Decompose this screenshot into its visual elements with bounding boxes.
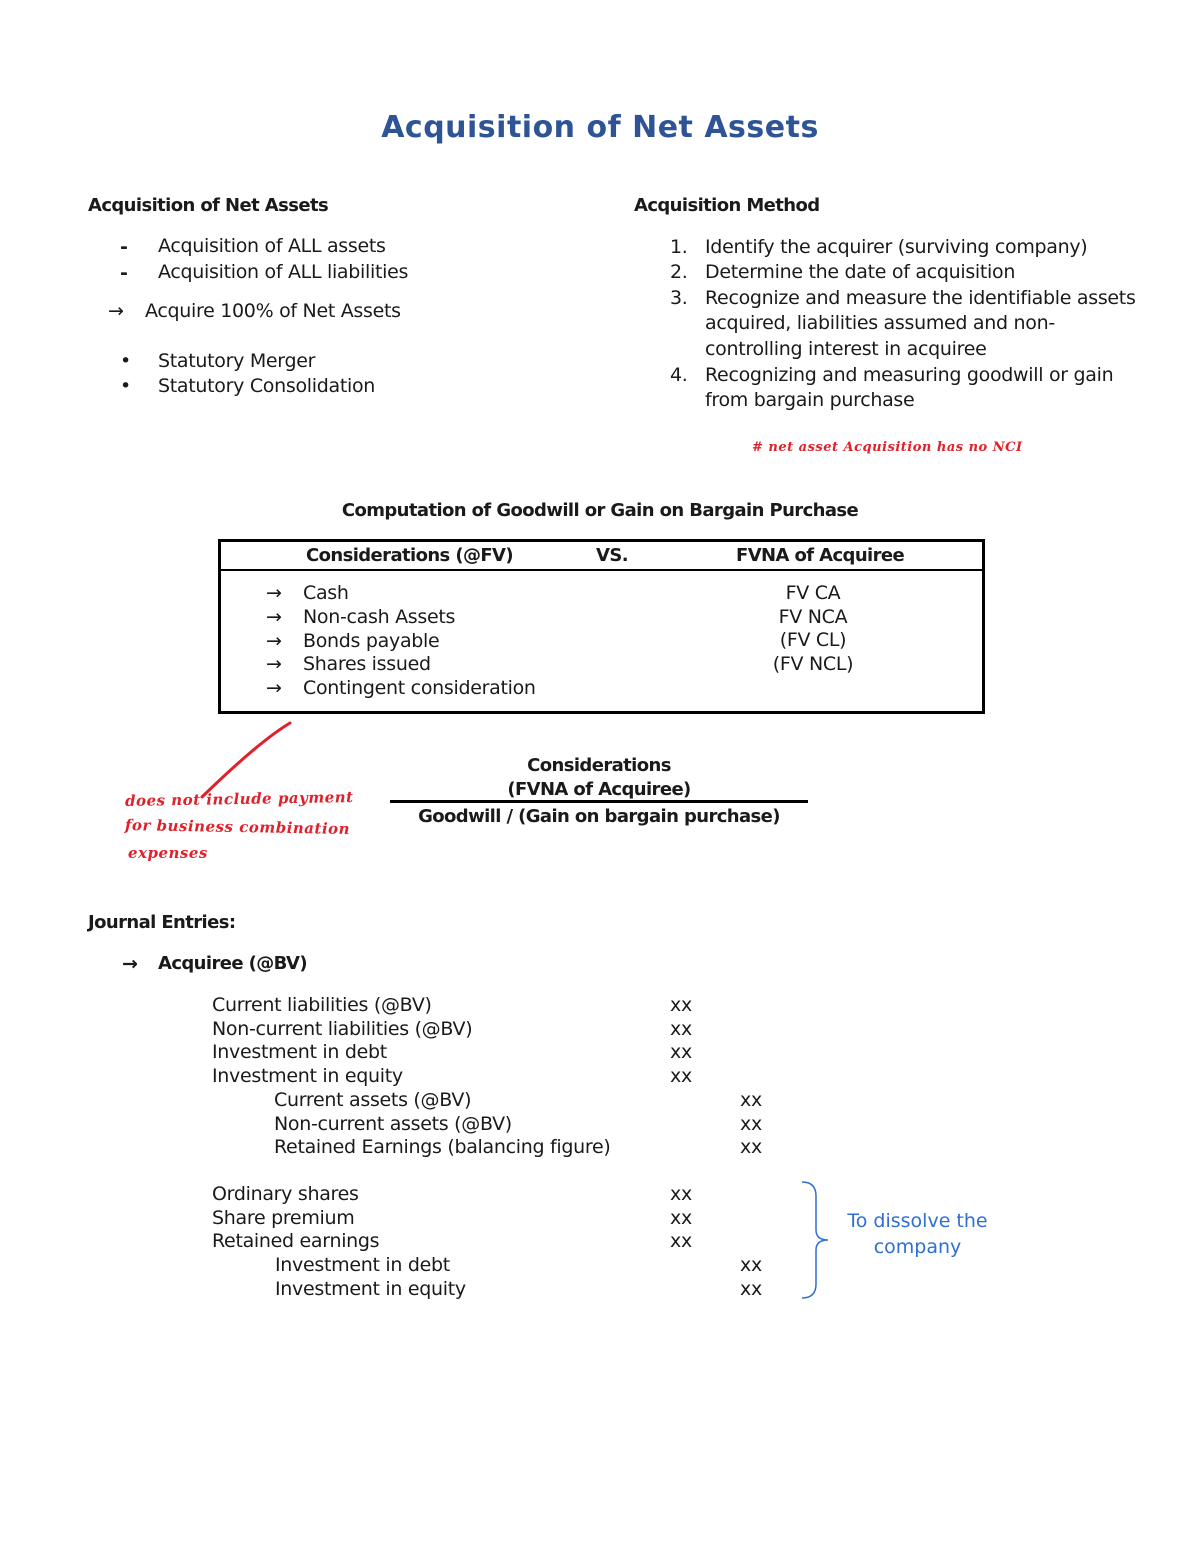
consideration-item: Cash <box>303 582 349 604</box>
credit-account: Investment in equity <box>275 1278 466 1300</box>
arrow-icon: → <box>122 953 138 975</box>
dash-bullet: - <box>120 262 128 284</box>
step-text: acquired, liabilities assumed and non- <box>705 312 1055 334</box>
table-divider <box>221 569 982 571</box>
arrow-icon: → <box>266 582 282 604</box>
credit-account: Non-current assets (@BV) <box>274 1113 512 1135</box>
col-header-considerations: Considerations (@FV) <box>306 545 514 566</box>
credit-amount: xx <box>740 1136 762 1158</box>
debit-account: Retained earnings <box>212 1230 380 1252</box>
col-header-fvna: FVNA of Acquiree <box>736 545 905 566</box>
debit-account: Ordinary shares <box>212 1183 359 1205</box>
left-heading: Acquisition of Net Assets <box>88 195 329 216</box>
consideration-item: Contingent consideration <box>303 677 536 699</box>
arrow-icon: → <box>266 653 282 675</box>
step-text: controlling interest in acquiree <box>705 338 987 360</box>
credit-amount: xx <box>740 1089 762 1111</box>
arrow-icon: → <box>266 677 282 699</box>
formula-result: Goodwill / (Gain on bargain purchase) <box>418 806 780 827</box>
step-text: Recognizing and measuring goodwill or gain <box>705 364 1114 386</box>
step-text: Determine the date of acquisition <box>705 261 1016 283</box>
bullet-item: Statutory Consolidation <box>158 375 376 397</box>
right-brace-icon <box>800 1180 834 1300</box>
step-number: 2. <box>670 261 688 283</box>
consideration-item: Non-cash Assets <box>303 606 456 628</box>
formula-considerations: Considerations <box>527 755 671 776</box>
debit-amount: xx <box>670 1018 692 1040</box>
arrow-icon: → <box>108 300 124 322</box>
fvna-item: (FV CL) <box>779 629 847 651</box>
handwritten-note-line: does not include payment <box>124 788 354 810</box>
step-number: 4. <box>670 364 688 386</box>
dash-item: Acquisition of ALL assets <box>158 235 386 257</box>
formula-line <box>390 800 808 803</box>
debit-account: Investment in debt <box>212 1041 387 1063</box>
debit-account: Current liabilities (@BV) <box>212 994 432 1016</box>
bullet-icon: • <box>120 350 132 372</box>
fvna-item: FV CA <box>785 582 841 604</box>
journal-heading: Journal Entries: <box>88 912 236 933</box>
debit-amount: xx <box>670 1207 692 1229</box>
journal-subheading: Acquiree (@BV) <box>158 953 308 974</box>
credit-amount: xx <box>740 1254 762 1276</box>
fvna-item: (FV NCL) <box>772 653 854 675</box>
arrow-item: Acquire 100% of Net Assets <box>145 300 401 322</box>
dash-item: Acquisition of ALL liabilities <box>158 261 409 283</box>
debit-account: Investment in equity <box>212 1065 403 1087</box>
step-number: 1. <box>670 236 688 258</box>
col-header-vs: VS. <box>596 545 628 566</box>
consideration-item: Bonds payable <box>303 630 440 652</box>
credit-account: Retained Earnings (balancing figure) <box>274 1136 611 1158</box>
bullet-item: Statutory Merger <box>158 350 316 372</box>
debit-amount: xx <box>670 994 692 1016</box>
debit-amount: xx <box>670 1065 692 1087</box>
right-heading: Acquisition Method <box>634 195 820 216</box>
arrow-icon: → <box>266 606 282 628</box>
bullet-icon: • <box>120 375 132 397</box>
debit-account: Non-current liabilities (@BV) <box>212 1018 473 1040</box>
page-title: Acquisition of Net Assets <box>381 110 819 145</box>
handwritten-note-nci: # net asset Acquisition has no NCI <box>752 440 1023 455</box>
debit-amount: xx <box>670 1041 692 1063</box>
debit-account: Share premium <box>212 1207 355 1229</box>
fvna-item: FV NCA <box>778 606 848 628</box>
credit-amount: xx <box>740 1278 762 1300</box>
credit-account: Current assets (@BV) <box>274 1089 472 1111</box>
credit-amount: xx <box>740 1113 762 1135</box>
formula-fvna: (FVNA of Acquiree) <box>507 779 691 800</box>
handwritten-note-line: expenses <box>128 844 208 862</box>
dissolve-note-line: To dissolve the <box>847 1210 988 1232</box>
dash-bullet: - <box>120 236 128 258</box>
computation-heading: Computation of Goodwill or Gain on Bargain Purchase <box>341 500 859 521</box>
debit-amount: xx <box>670 1183 692 1205</box>
handwritten-note-line: for business combination <box>124 816 351 838</box>
credit-account: Investment in debt <box>275 1254 450 1276</box>
step-text: Identify the acquirer (surviving company) <box>705 236 1088 258</box>
computation-table <box>218 539 985 714</box>
arrow-icon: → <box>266 630 282 652</box>
step-text: from bargain purchase <box>705 389 915 411</box>
consideration-item: Shares issued <box>303 653 431 675</box>
step-number: 3. <box>670 287 688 309</box>
dissolve-note-line: company <box>873 1236 962 1258</box>
step-text: Recognize and measure the identifiable assets <box>705 287 1136 309</box>
debit-amount: xx <box>670 1230 692 1252</box>
